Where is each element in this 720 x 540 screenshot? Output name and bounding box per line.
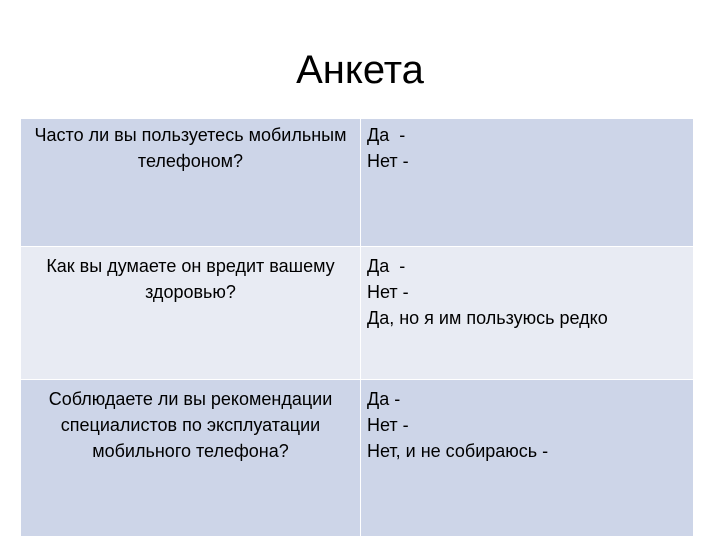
answer-option: Нет -	[367, 151, 409, 171]
question-text: Как вы думаете он вредит вашему здоровью?	[46, 256, 335, 302]
table-row	[21, 119, 694, 247]
question-text: Часто ли вы пользуетесь мобильным телефоном?	[34, 125, 347, 171]
answer-option: Да -	[367, 125, 406, 145]
question-cell	[21, 247, 361, 380]
answer-option: Да -	[367, 389, 401, 409]
survey-table	[20, 118, 694, 537]
question-cell	[21, 380, 361, 537]
answer-option: Да -	[367, 256, 406, 276]
question-cell	[21, 119, 361, 247]
answers-cell	[361, 380, 694, 537]
question-text: Соблюдаете ли вы рекомендации специалистов по эксплуатации мобильного телефона?	[48, 389, 333, 461]
answer-option: Нет, и не собираюсь -	[367, 441, 549, 461]
table-row	[21, 247, 694, 380]
page-title: Анкета	[296, 48, 424, 92]
answers-cell	[361, 247, 694, 380]
answer-option: Да, но я им пользуюсь редко	[367, 308, 608, 328]
answers-cell	[361, 119, 694, 247]
answer-option: Нет -	[367, 282, 409, 302]
answer-option: Нет -	[367, 415, 409, 435]
table-row	[21, 380, 694, 537]
